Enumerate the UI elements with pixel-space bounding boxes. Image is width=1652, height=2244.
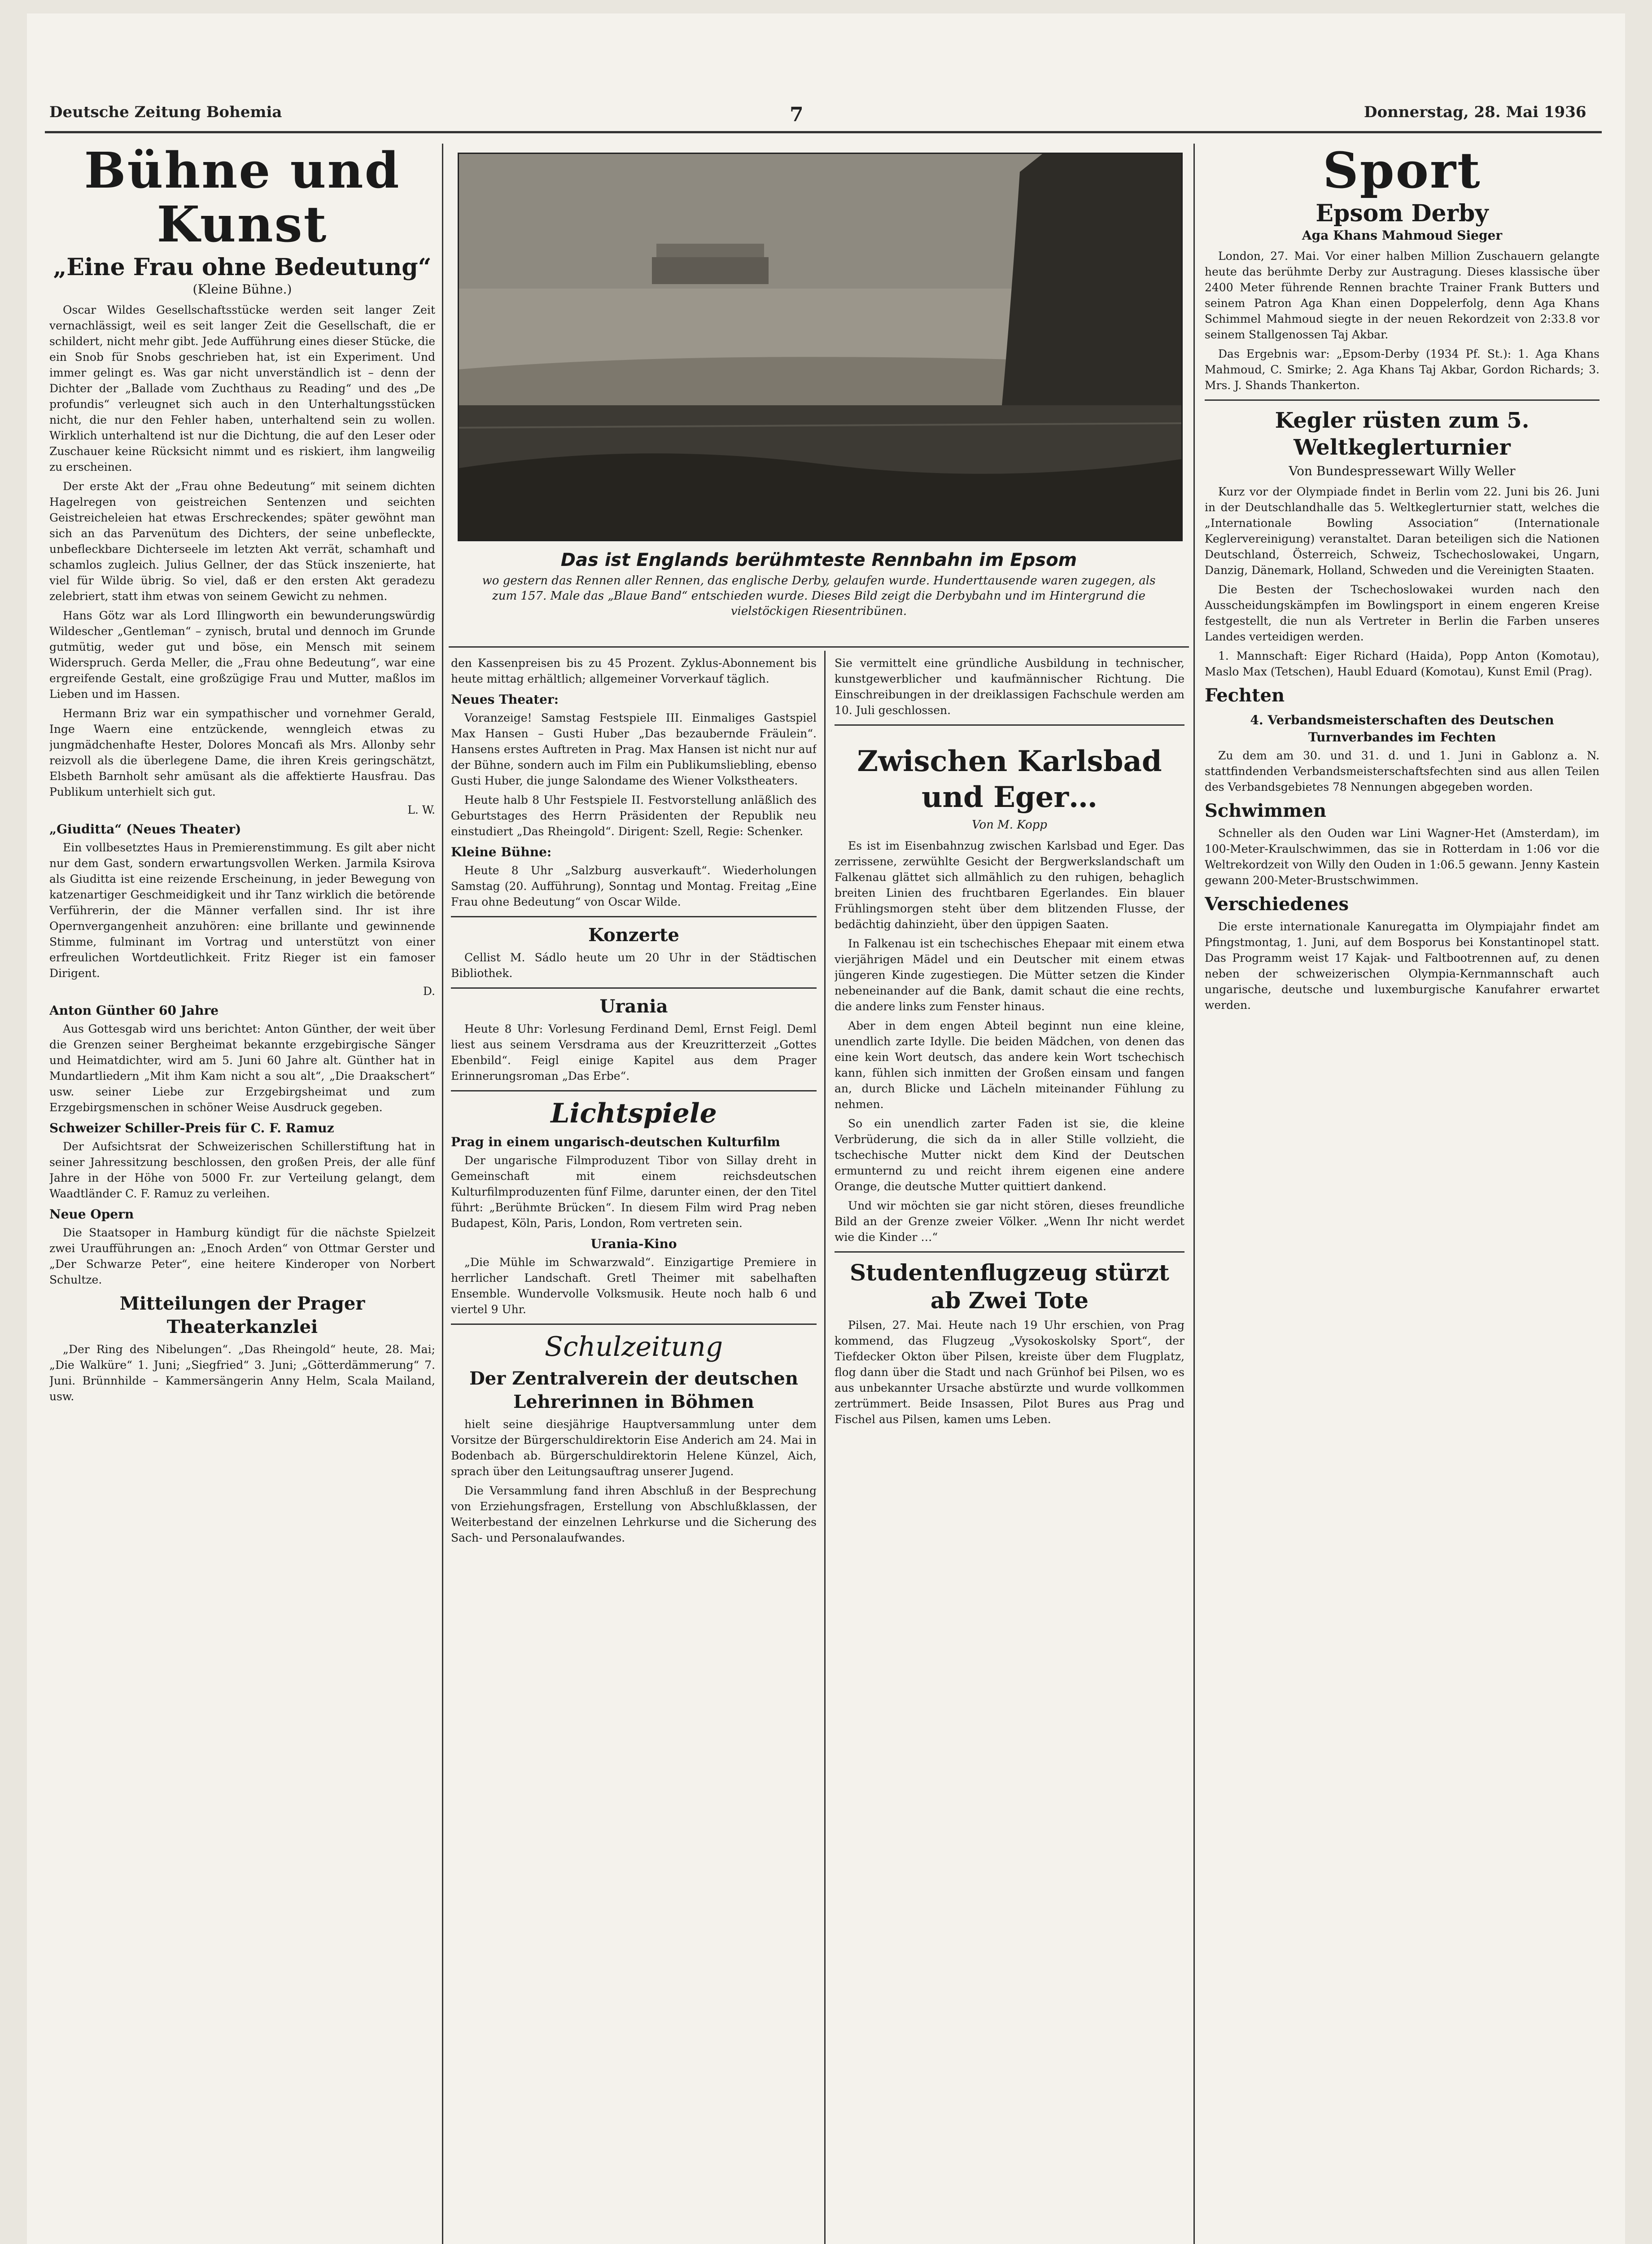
article-paragraph: Cellist M. Sádlo heute um 20 Uhr in der Städtischen Bibliothek. [451, 951, 817, 980]
article-paragraph: Der Aufsichtsrat der Schweizerischen Schillerstiftung hat in seiner Jahressitzung beschlossen, den großen Preis, der alle fünf Jahre in der Höhe von 5000 Fr. zur Verteilung gelangt, dem Waadtländer C. F. Ramuz zu verleihen. [49, 1140, 435, 1200]
heading-fechten: Fechten [1205, 685, 1285, 706]
headline-giuditta: „Giuditta“ (Neues Theater) [49, 822, 241, 837]
racecourse-image [459, 154, 1181, 540]
article-paragraph: So ein unendlich zarter Faden ist sie, die kleine Verbrüderung, die sich da in aller Stille vollzieht, die tschechische Mutter nickt dem Kind der Deutschen ermunternd zu und reicht ihrem eigenen eine andere Orange, die deutsche Mutter quittiert dankend. [835, 1117, 1184, 1193]
heading-verschiedenes: Verschiedenes [1205, 894, 1349, 915]
headline-karlsbad-eger: Zwischen Karlsbad und Eger… [857, 745, 1162, 814]
feature-column [835, 655, 1184, 2244]
photo-caption-block [458, 550, 1180, 619]
photo-headline: Das ist Englands berühmteste Rennbahn im Epsom [560, 550, 1077, 570]
heading-lichtspiele: Lichtspiele [551, 1098, 717, 1129]
arts-column [49, 144, 435, 2244]
headline-neue-opern: Neue Opern [49, 1207, 134, 1222]
column-divider [824, 651, 826, 2244]
article-paragraph: Heute 8 Uhr „Salzburg ausverkauft“. Wiederholungen Samstag (20. Aufführung), Sonntag und Montag. Freitag „Eine Frau ohne Bedeutung“ von Oscar Wilde. [451, 864, 817, 908]
headline-studentenflugzeug: Studentenflugzeug stürzt ab Zwei Tote [850, 1259, 1169, 1314]
article-paragraph: Zu dem am 30. und 31. d. und 1. Juni in Gablonz a. N. stattfindenden Verbandsmeisterschaftsfechten sind aus allen Teilen des Verbandsgebietes 78 Nennungen abgegeben worden. [1205, 749, 1600, 793]
heading-urania-kino: Urania-Kino [590, 1236, 677, 1251]
headline-lehrerinnen: Der Zentralverein der deutschen Lehrerinnen in Böhmen [469, 1368, 798, 1412]
article-paragraph: Heute halb 8 Uhr Festspiele II. Festvorstellung anläßlich des Geburtstages des Herrn Präsidenten der Republik neu einstudiert „Das Rheingold“. Dirigent: Szell, Regie: Schenker. [451, 793, 817, 838]
article-signature: L. W. [407, 803, 435, 816]
article-paragraph: „Der Ring des Nibelungen“. „Das Rheingold“ heute, 28. Mai; „Die Walküre“ 1. Juni; „Siegfried“ 3. Juni; „Götterdämmerung“ 7. Juni. Brünnhilde – Kammersängerin Anny Helm, Scala Mailand, usw. [49, 1343, 435, 1403]
photo-rule [449, 646, 1189, 648]
byline-weller: Von Bundespressewart Willy Weller [1289, 464, 1516, 478]
article-paragraph: Heute 8 Uhr: Vorlesung Ferdinand Deml, Ernst Feigl. Deml liest aus seinem Versdrama aus der Kreuzritterzeit „Gottes Ebenbild“. Feigl einige Kapitel aus dem Prager Erinnerungsroman „Das Erbe“. [451, 1022, 817, 1083]
article-paragraph: Aber in dem engen Abteil beginnt nun eine kleine, unendlich zarte Idylle. Die beiden Mädchen, von denen das eine kein Wort deutsch, das andere kein Wort tschechisch kann, fühlen sich inmitten der Großen einsam und fangen an, durch Blicke und Lächeln miteinander Fühlung zu nehmen. [835, 1019, 1184, 1111]
article-paragraph: Hans Götz war als Lord Illingworth ein bewunderungswürdig Wildescher „Gentleman“ – zynisch, brutal und dennoch im Grunde gutmütig, weder gut und böse, ein Mensch mit seinem Widerspruch. Gerda Meller, die „Frau ohne Bedeutung“, war eine ergreifende Gestalt, eine großzügige Frau und Mutter, maßlos im Lieben und im Hassen. [49, 609, 435, 701]
section-title-sport: Sport [1323, 144, 1482, 199]
article-paragraph: Voranzeige! Samstag Festspiele III. Einmaliges Gastspiel Max Hansen – Gusti Huber „Das bezaubernde Fräulein“. Hansens erstes Auftreten in Prag. Max Hansen ist nicht nur auf der Bühne, sondern auch im Film ein Publikumsliebling, ebenso Gusti Huber, die junge Salondame des Wiener Volkstheaters. [451, 711, 817, 787]
theatre-notes-column [451, 655, 817, 2244]
headline-kulturfilm: Prag in einem ungarisch-deutschen Kulturfilm [451, 1135, 780, 1149]
article-paragraph: Und wir möchten sie gar nicht stören, dieses freundliche Bild an der Grenze zweier Völker. „Wenn Ihr nicht werdet wie die Kinder …“ [835, 1199, 1184, 1244]
column-divider [442, 144, 443, 2244]
article-paragraph: Schneller als den Ouden war Lini Wagner-Het (Amsterdam), im 100-Meter-Kraulschwimmen, das sie in Rotterdam in 1:06 vor die Weltrekordzeit von Willy den Ouden in 1:06.5 gewann. Jenny Kastein gewann 200-Meter-Brustschwimmen. [1205, 827, 1600, 887]
headline-theaterkanzlei: Mitteilungen der Prager Theaterkanzlei [119, 1293, 365, 1337]
heading-schwimmen: Schwimmen [1205, 800, 1327, 821]
headline-schiller-preis: Schweizer Schiller-Preis für C. F. Ramuz [49, 1121, 334, 1135]
article-paragraph: Oscar Wildes Gesellschaftsstücke werden seit langer Zeit vernachlässigt, weil es seit langer Zeit die Gesellschaft, die er schildert, nicht mehr gibt. Jede Aufführung eines dieser Stücke, die ein Snob für Snobs geschrieben hat, ist ein Experiment. Und immer gelingt es. Was gar nicht unverständlich ist – denn der Dichter der „Ballade vom Zuchthaus zu Reading“ und des „De profundis“ verleugnet sich auch in den Unterhaltungsstücken nicht, die nur den Fehler haben, unterhaltend sein zu wollen. Wirklich unterhaltend ist nur die Dichtung, die auf den Leser oder Zuschauer keine Rücksicht nimmt und es riskiert, ihm langweilig zu erscheinen. [49, 303, 435, 473]
heading-neues-theater: Neues Theater: [451, 692, 559, 707]
article-paragraph: Ein vollbesetztes Haus in Premierenstimmung. Es gilt aber nicht nur dem Gast, sondern erwartungsvollen Werken. Jarmila Ksirova als Giuditta ist eine reizende Erscheinung, in jeder Bewegung von katzenartiger Geschmeidigkeit und ihr Tanz wirklich die betörende Verführerin, der die Männer verfallen sind. Ihr ist ihre Opernvergangenheit anzuhören: eine brillante und gewinnende Stimme, fulminant im Vortrag und unterstützt von einer erfreulichen Wortdeutlichkeit. Fritz Rieger ist ein famoser Dirigent. [49, 841, 435, 980]
sport-column [1205, 144, 1600, 2244]
headline-frau-ohne-bedeutung: „Eine Frau ohne Bedeutung“ [53, 254, 432, 281]
byline: Von M. Kopp [972, 818, 1047, 832]
section-title-arts: Bühne und Kunst [84, 144, 401, 253]
article-signature: D. [423, 985, 435, 998]
article-paragraph: den Kassenpreisen bis zu 45 Prozent. Zyklus-Abonnement bis heute mittag erhältlich; allgemeiner Vorverkauf täglich. [451, 657, 817, 685]
article-paragraph: Die Staatsoper in Hamburg kündigt für die nächste Spielzeit zwei Uraufführungen an: „Enoch Arden“ von Ottmar Gerster und „Der Schwarze Peter“, eine heitere Kinderoper von Norbert Schultze. [49, 1226, 435, 1286]
article-paragraph: Die Besten der Tschechoslowakei wurden nach den Ausscheidungskämpfen im Bowlingsport in einem engeren Kreise festgestellt, die nun als Vertreter in Berlin die Farben unseres Landes verteidigen werden. [1205, 583, 1600, 643]
article-paragraph: Sie vermittelt eine gründliche Ausbildung in technischer, kunstgewerblicher und kaufmännischer Richtung. Die Einschreibungen in der dreiklassigen Fachschule werden am 10. Juli geschlossen. [835, 657, 1184, 717]
article-paragraph: Der ungarische Filmproduzent Tibor von Sillay dreht in Gemeinschaft mit einem reichsdeutschen Kulturfilmproduzenten fünf Filme, darunter einen, der den Titel führt: „Berühmte Brücken“. In diesem Film wird Prag neben Budapest, Köln, Paris, London, Rom vertreten sein. [451, 1154, 817, 1230]
article-paragraph: Kurz vor der Olympiade findet in Berlin vom 22. Juni bis 26. Juni in der Deutschlandhalle das 5. Weltkeglerturnier statt, welches die „Internationale Bowling Association“ (Internationale Keglervereinigung) veranstaltet. Daran beteiligen sich die Nationen Deutschland, Österreich, Schweiz, Tschechoslowakei, Ungarn, Danzig, Dänemark, Holland, Schweden und die Vereinigten Staaten. [1205, 485, 1600, 577]
headline-anton-guenther: Anton Günther 60 Jahre [49, 1003, 219, 1018]
heading-kleine-buehne: Kleine Bühne: [451, 845, 552, 859]
article-paragraph: Das Ergebnis war: „Epsom-Derby (1934 Pf. St.): 1. Aga Khans Mahmoud, C. Smirke; 2. Aga Khans Taj Akbar, Gordon Richards; 3. Mrs. J. Shands Thankerton. [1205, 347, 1600, 392]
article-paragraph: Es ist im Eisenbahnzug zwischen Karlsbad und Eger. Das zerrissene, zerwühlte Gesicht der Bergwerkslandschaft um Falkenau glättet sich allmählich zu den ruhigen, behaglich breiten Linien des fruchtbaren Egerlandes. Ein blauer Frühlingsmorgen steht über dem blitzenden Flusse, der bedächtig dahinzieht, über den üppigen Saaten. [835, 839, 1184, 931]
article-paragraph: In Falkenau ist ein tschechisches Ehepaar mit einem etwa vierjährigen Mädel und ein Deutscher mit einem etwas jüngeren Kinde zugestiegen. Die Mütter setzen die Kinder nebeneinander auf die Bank, damit schaut die eine rechts, die andere links zum Fenster hinaus. [835, 937, 1184, 1013]
article-paragraph: hielt seine diesjährige Hauptversammlung unter dem Vorsitze der Bürgerschuldirektorin Eise Anderich am 24. Mai in Bodenbach ab. Bürgerschuldirektorin Helene Künzel, Aich, sprach über den Leitungsauftrag unserer Jugend. [451, 1418, 817, 1478]
subheadline-mahmoud: Aga Khans Mahmoud Sieger [1302, 228, 1503, 243]
article-paragraph: Pilsen, 27. Mai. Heute nach 19 Uhr erschien, von Prag kommend, das Flugzeug „Vysokoskolsky Sport“, der Tiefdecker Okton über Pilsen, kreiste über dem Flugplatz, flog dann über die Stadt und nach Grünhof bei Pilsen, wo es aus unbekannter Ursache abstürzte und wurde vollkommen zertrümmert. Beide Insassen, Pilot Bures aus Prag und Fischel aus Pilsen, kamen ums Leben. [835, 1319, 1184, 1426]
article-paragraph: Aus Gottesgab wird uns berichtet: Anton Günther, der weit über die Grenzen seiner Bergheimat bekannte erzgebirgische Sänger und Heimatdichter, wird am 5. Juni 60 Jahre alt. Günther hat in Mundartliedern „Mit ihm Kam nicht a sou alt“, „Die Draakschert“ usw. seiner Liebe zur Erzgebirgsheimat und zum Erzgebirgsmenschen in schöner Weise Ausdruck gegeben. [49, 1022, 435, 1114]
photo-caption: wo gestern das Rennen aller Rennen, das englische Derby, gelaufen wurde. Hunderttausende waren zugegen, als zum 157. Male das „Blaue Band“ entschieden wurde. Dieses Bild zeigt die Derbybahn und im Hintergrund die vielstöckigen Riesentribünen. [482, 574, 1156, 618]
masthead-page-number: 7 [790, 103, 804, 126]
masthead-date: Donnerstag, 28. Mai 1936 [1364, 103, 1586, 121]
heading-konzerte: Konzerte [588, 925, 679, 946]
headline-epsom-derby: Epsom Derby [1315, 200, 1489, 227]
newspaper-page [27, 13, 1625, 2244]
heading-urania: Urania [599, 996, 668, 1017]
article-paragraph: 1. Mannschaft: Eiger Richard (Haida), Popp Anton (Komotau), Maslo Max (Tetschen), Haubl Eduard (Komotau), Kunst Emil (Prag). [1205, 649, 1600, 678]
masthead-paper: Deutsche Zeitung Bohemia [49, 103, 282, 121]
derby-photo [458, 153, 1183, 541]
headline-verbandsmeisterschaften: 4. Verbandsmeisterschaften des Deutschen Turnverbandes im Fechten [1250, 713, 1554, 745]
subheadline: (Kleine Bühne.) [192, 282, 292, 297]
article-paragraph: Der erste Akt der „Frau ohne Bedeutung“ mit seinem dichten Hagelregen von geistreichen Sentenzen und seichten Geistreicheleien hat etwas Erschreckendes; später gewöhnt man sich an das Parvenütum des Dichters, der seine unbefleckte, unbefleckbare Dichterseele im letzten Akt verrät, schamhaft und schamlos zugleich. Julius Gellner, der das Stück inszenierte, hat viel für Wilde übrig. So viel, daß er den ersten Akt geradezu zelebriert, statt ihm etwas von seinem Gewicht zu nehmen. [49, 480, 435, 603]
article-paragraph: Hermann Briz war ein sympathischer und vornehmer Gerald, Inge Waern eine entzückende, wenngleich etwas zu jungmädchenhafte Hester, Dolores Moncafi als Mrs. Allonby sehr reizvoll als die überlegene Dame, die ihren Kreis geringschätzt, Elsbeth Barnholt sehr amüsant als die affektierte Hausfrau. Das Publikum unterhielt sich gut. [49, 707, 435, 798]
article-paragraph: Die Versammlung fand ihren Abschluß in der Besprechung von Erziehungsfragen, Erstellung von Abschlußklassen, der Weiterbestand der einzelnen Lehrkurse und die Sicherung des Sach- und Personalaufwandes. [451, 1484, 817, 1544]
article-paragraph: London, 27. Mai. Vor einer halben Million Zuschauern gelangte heute das berühmte Derby zur Austragung. Dieses klassische über 2400 Meter führende Rennen brachte Trainer Frank Butters und seinem Patron Aga Khan einen Doppelerfolg, denn Aga Khans Schimmel Mahmoud siegte in der neuen Rekordzeit von 2:33.8 vor seinem Stallgenossen Taj Akbar. [1205, 250, 1600, 341]
heading-schulzeitung: Schulzeitung [544, 1331, 723, 1363]
article-paragraph: Die erste internationale Kanuregatta im Olympiajahr findet am Pfingstmontag, 1. Juni, auf dem Bosporus bei Konstantinopel statt. Das Programm weist 17 Kajak- und Faltbootrennen auf, zu denen neben der schweizerischen Olympia-Kernmannschaft auch ungarische, deutsche und luxemburgische Kanufahrer erwartet werden. [1205, 920, 1600, 1012]
article-paragraph: „Die Mühle im Schwarzwald“. Einzigartige Premiere in herrlicher Landschaft. Gretl Theimer mit sabelhaften Ensemble. Wundervolle Volksmusik. Heute noch halb 6 und viertel 9 Uhr. [451, 1256, 817, 1316]
headline-kegler: Kegler rüsten zum 5. Weltkeglerturnier [1275, 408, 1530, 460]
column-divider [1193, 144, 1195, 2244]
masthead-rule [45, 131, 1602, 133]
